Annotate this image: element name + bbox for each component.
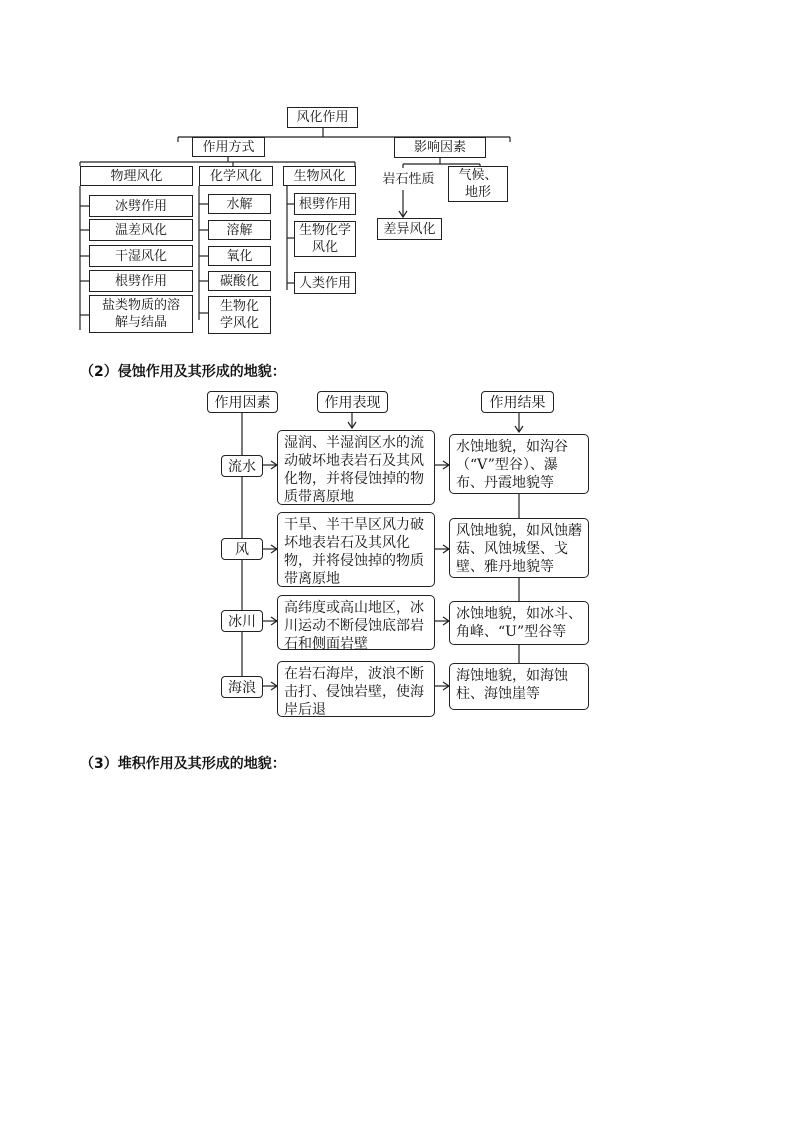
behavior-box: 在岩石海岸，波浪不断击打、侵蚀岩壁，使海岸后退 xyxy=(277,661,435,717)
result-box: 冰蚀地貌，如冰斗、角峰、“U”型谷等 xyxy=(449,601,589,645)
factor-label: 风 xyxy=(221,538,263,560)
col-factor: 作用因素 xyxy=(207,391,278,413)
physical-title: 物理风化 xyxy=(80,166,193,186)
chemical-item: 氧化 xyxy=(208,246,271,266)
climate-box: 气候、地形 xyxy=(448,166,508,202)
col-behavior: 作用表现 xyxy=(317,391,388,413)
chemical-item: 碳酸化 xyxy=(208,271,271,291)
factor-label: 冰川 xyxy=(221,610,263,632)
diff-box: 差异风化 xyxy=(377,218,442,240)
result-box: 水蚀地貌，如沟谷（“V”型谷）、瀑布、丹霞地貌等 xyxy=(449,434,589,494)
behavior-box: 干旱、半干旱区风力破坏地表岩石及其风化物，并将侵蚀掉的物质带离原地 xyxy=(277,512,435,587)
factors-box: 影响因素 xyxy=(394,137,486,158)
biological-item: 根劈作用 xyxy=(294,193,356,215)
biological-item: 生物化学风化 xyxy=(294,221,356,257)
col-result: 作用结果 xyxy=(481,391,554,413)
weathering-root: 风化作用 xyxy=(287,107,358,128)
result-box: 风蚀地貌，如风蚀蘑菇、风蚀城堡、戈壁、雅丹地貌等 xyxy=(449,518,589,578)
chemical-item: 水解 xyxy=(208,194,271,214)
behavior-box: 湿润、半湿润区水的流动破坏地表岩石及其风化物，并将侵蚀掉的物质带离原地 xyxy=(277,430,435,505)
chemical-item: 生物化学风化 xyxy=(208,296,271,334)
factor-label: 流水 xyxy=(221,455,263,477)
erosion-heading: （2）侵蚀作用及其形成的地貌： xyxy=(80,364,286,380)
chemical-title: 化学风化 xyxy=(199,166,273,186)
biological-item: 人类作用 xyxy=(294,272,356,294)
mode-box: 作用方式 xyxy=(192,137,265,157)
chemical-item: 溶解 xyxy=(208,220,271,240)
physical-item: 根劈作用 xyxy=(89,270,193,292)
biological-title: 生物风化 xyxy=(283,166,356,186)
factor-label: 海浪 xyxy=(221,676,263,698)
physical-item: 干湿风化 xyxy=(89,245,193,267)
deposition-heading: （3）堆积作用及其形成的地貌： xyxy=(80,756,286,772)
behavior-box: 高纬度或高山地区，冰川运动不断侵蚀底部岩石和侧面岩壁 xyxy=(277,595,435,650)
physical-item: 盐类物质的溶解与结晶 xyxy=(89,295,193,333)
result-box: 海蚀地貌，如海蚀柱、海蚀崖等 xyxy=(449,663,589,710)
physical-item: 冰劈作用 xyxy=(89,195,193,217)
rock-box: 岩石性质 xyxy=(377,168,440,190)
physical-item: 温差风化 xyxy=(89,219,193,241)
